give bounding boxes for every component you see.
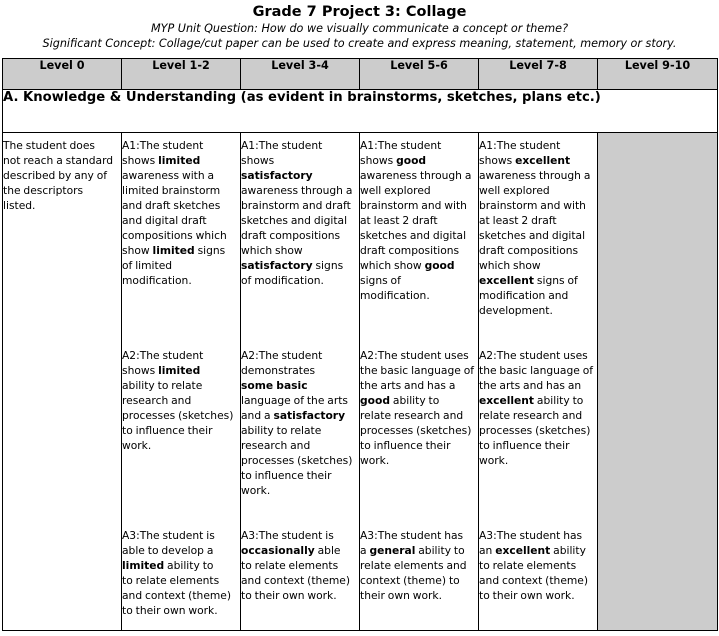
descriptor-line: A1:The student xyxy=(479,139,561,152)
descriptor-line: the basic language of xyxy=(360,364,475,377)
descriptor-line: A3:The student is xyxy=(241,529,334,542)
a3-descriptor xyxy=(122,528,240,618)
descriptor-line: A1:The student xyxy=(360,139,442,152)
descriptor-line: of modification. xyxy=(241,274,324,287)
descriptor-line: awareness through a xyxy=(360,169,472,182)
descriptor-line: modification and xyxy=(479,289,569,302)
descriptor-line: to influence their xyxy=(122,424,213,437)
descriptor-line: at least 2 draft xyxy=(479,214,557,227)
descriptor-line: work. xyxy=(479,454,509,467)
descriptor-line: listed. xyxy=(3,199,36,212)
level-header: Level 7-8 xyxy=(479,59,598,90)
descriptor-line: good ability to xyxy=(360,394,440,407)
a1-descriptor xyxy=(122,138,240,288)
significant-concept-label: Significant Concept: xyxy=(42,37,156,50)
a1-descriptor xyxy=(360,138,478,303)
descriptor-line: A1:The student xyxy=(122,139,204,152)
a2-descriptor xyxy=(241,348,359,498)
descriptor-line: awareness with a xyxy=(122,169,215,182)
descriptor-line: excellent signs of xyxy=(479,274,578,287)
level-7-8-cell xyxy=(479,133,598,631)
descriptor-line: shows good xyxy=(360,154,427,167)
descriptor-line: processes (sketches) xyxy=(122,409,234,422)
level-0-cell xyxy=(3,133,122,631)
descriptor-line: and context (theme) xyxy=(122,589,232,602)
descriptor-line: a general ability to xyxy=(360,544,465,557)
descriptor-line: work. xyxy=(360,454,390,467)
descriptor-line: to their own work. xyxy=(479,589,575,602)
descriptor-line: the descriptors xyxy=(3,184,84,197)
descriptor-line: shows limited xyxy=(122,154,201,167)
descriptor-line: A2:The student xyxy=(122,349,204,362)
descriptor-line: excellent ability to xyxy=(479,394,584,407)
descriptor-line: their own work. xyxy=(360,589,443,602)
descriptor-line: sketches and digital xyxy=(241,214,348,227)
descriptor-line: signs of xyxy=(360,274,401,287)
descriptor-line: of limited xyxy=(122,259,173,272)
descriptor-line: and a satisfactory xyxy=(241,409,346,422)
descriptor-line: brainstorm and draft xyxy=(241,199,351,212)
document-header xyxy=(0,0,719,51)
descriptor-line: A2:The student uses xyxy=(479,349,588,362)
descriptor-line: well explored xyxy=(479,184,550,197)
descriptor-line: brainstorm and with xyxy=(479,199,586,212)
significant-concept xyxy=(0,36,719,51)
descriptor-line: modification. xyxy=(122,274,192,287)
descriptor-line: work. xyxy=(122,439,152,452)
descriptor-line: A3:The student has xyxy=(360,529,464,542)
descriptor-line: which show good xyxy=(360,259,455,272)
emphasis-term: good xyxy=(424,259,455,272)
descriptor-line: show limited signs xyxy=(122,244,226,257)
descriptor-line: described by any of xyxy=(3,169,108,182)
emphasis-term: good xyxy=(396,154,427,167)
descriptor-line: development. xyxy=(479,304,553,317)
descriptor-line: A2:The student xyxy=(241,349,323,362)
descriptor-line: A1:The student xyxy=(241,139,323,152)
descriptor-line: awareness through a xyxy=(241,184,353,197)
descriptor-line: sketches and digital xyxy=(479,229,586,242)
a1-descriptor xyxy=(241,138,359,288)
criterion-heading: A. Knowledge & Understanding (as evident in brainstorms, sketches, plans etc.) xyxy=(3,90,718,133)
descriptor-line: and digital draft xyxy=(122,214,207,227)
level-3-4-cell xyxy=(241,133,360,631)
unit-question-label: MYP Unit Question: xyxy=(150,22,258,35)
level-header: Level 3-4 xyxy=(241,59,360,90)
significant-concept-text: Collage/cut paper can be used to create and express meaning, statement, memory or story. xyxy=(158,37,677,50)
descriptor-line: research and xyxy=(241,439,311,452)
a3-descriptor xyxy=(360,528,478,603)
descriptor-line: demonstrates xyxy=(241,364,316,377)
descriptor-line: context (theme) to xyxy=(360,574,460,587)
emphasis-term: occasionally xyxy=(241,544,315,557)
emphasis-term: satisfactory xyxy=(241,169,313,182)
descriptor-line: The student does xyxy=(3,139,95,152)
descriptor-line: shows excellent xyxy=(479,154,571,167)
descriptor-line: not reach a standard xyxy=(3,154,114,167)
emphasis-term: limited xyxy=(158,154,201,167)
emphasis-term: satisfactory xyxy=(273,409,346,422)
level-1-2-cell xyxy=(122,133,241,631)
descriptor-line: to their own work. xyxy=(122,604,218,617)
level-header: Level 0 xyxy=(3,59,122,90)
descriptor-line: processes (sketches) xyxy=(241,454,353,467)
descriptor-line xyxy=(241,168,359,183)
a2-descriptor xyxy=(479,348,597,468)
descriptor-line: to influence their xyxy=(479,439,570,452)
level-5-6-cell xyxy=(360,133,479,631)
level-9-10-cell xyxy=(598,133,718,631)
descriptor-line: processes (sketches) xyxy=(479,424,591,437)
rubric-table xyxy=(2,58,718,631)
emphasis-term: satisfactory xyxy=(241,259,313,272)
descriptor-line: processes (sketches) xyxy=(360,424,472,437)
descriptor-line: ability to relate xyxy=(241,424,322,437)
unit-question-text: How do we visually communicate a concept or theme? xyxy=(261,22,569,35)
level-header-row xyxy=(3,59,718,90)
descriptor-line: able to develop a xyxy=(122,544,214,557)
descriptor-line xyxy=(241,378,359,393)
descriptor-line: A2:The student uses xyxy=(360,349,469,362)
descriptor-line: to relate elements xyxy=(479,559,577,572)
a2-descriptor xyxy=(122,348,240,453)
emphasis-term: general xyxy=(369,544,416,557)
descriptor-line: compositions which xyxy=(122,229,227,242)
descriptor-line: an excellent ability xyxy=(479,544,586,557)
descriptor-line: A3:The student has xyxy=(479,529,583,542)
descriptor-line: relate elements and xyxy=(360,559,467,572)
descriptor-line: awareness through a xyxy=(479,169,591,182)
descriptor-line: research and xyxy=(122,394,192,407)
level-header: Level 1-2 xyxy=(122,59,241,90)
descriptor-line: which show xyxy=(241,244,303,257)
descriptor-line: the arts and has an xyxy=(479,379,582,392)
descriptor-line: to relate elements xyxy=(122,574,220,587)
descriptor-line: at least 2 draft xyxy=(360,214,438,227)
descriptor-line: to their own work. xyxy=(241,589,337,602)
descriptor-line: to influence their xyxy=(241,469,332,482)
a3-descriptor xyxy=(479,528,597,603)
descriptor-line: modification. xyxy=(360,289,430,302)
descriptor-line: to relate elements xyxy=(241,559,339,572)
descriptor-line: satisfactory signs xyxy=(241,259,344,272)
descriptor-line: language of the arts xyxy=(241,394,348,407)
descriptor-line: and context (theme) xyxy=(241,574,351,587)
descriptor-line: well explored xyxy=(360,184,431,197)
descriptor-line: which show xyxy=(479,259,541,272)
a3-descriptor xyxy=(241,528,359,603)
document-title: Grade 7 Project 3: Collage xyxy=(252,4,467,20)
emphasis-term: good xyxy=(360,394,390,407)
emphasis-term: excellent xyxy=(479,394,535,407)
descriptor-line: draft compositions xyxy=(241,229,341,242)
emphasis-term: excellent xyxy=(515,154,571,167)
a1-descriptor xyxy=(479,138,597,318)
descriptor-line: work. xyxy=(241,484,271,497)
descriptor-line: the basic language of xyxy=(479,364,594,377)
descriptor-line: A3:The student is xyxy=(122,529,215,542)
descriptor-line: draft compositions xyxy=(479,244,579,257)
descriptor-line: draft compositions xyxy=(360,244,460,257)
descriptor-line: and context (theme) xyxy=(479,574,589,587)
descriptor-row xyxy=(3,133,718,631)
emphasis-term: limited xyxy=(152,244,195,257)
descriptor-line: sketches and digital xyxy=(360,229,467,242)
descriptor-line: limited ability to xyxy=(122,559,214,572)
descriptor-line: to influence their xyxy=(360,439,451,452)
level-header: Level 5-6 xyxy=(360,59,479,90)
emphasis-term: some basic xyxy=(241,379,308,392)
descriptor-line: brainstorm and with xyxy=(360,199,467,212)
level-0-descriptor xyxy=(3,138,121,213)
level-header: Level 9-10 xyxy=(598,59,718,90)
emphasis-term: excellent xyxy=(479,274,535,287)
unit-question xyxy=(0,21,719,36)
emphasis-term: limited xyxy=(122,559,165,572)
descriptor-line: shows limited xyxy=(122,364,201,377)
descriptor-line: limited brainstorm xyxy=(122,184,221,197)
emphasis-term: limited xyxy=(158,364,201,377)
a2-descriptor xyxy=(360,348,478,468)
criterion-row xyxy=(3,90,718,133)
descriptor-line: and draft sketches xyxy=(122,199,221,212)
descriptor-line: ability to relate xyxy=(122,379,203,392)
emphasis-term: excellent xyxy=(495,544,551,557)
descriptor-line: occasionally able xyxy=(241,544,341,557)
descriptor-line: relate research and xyxy=(479,409,583,422)
descriptor-line: the arts and has a xyxy=(360,379,456,392)
descriptor-line: relate research and xyxy=(360,409,464,422)
descriptor-line: shows xyxy=(241,154,275,167)
